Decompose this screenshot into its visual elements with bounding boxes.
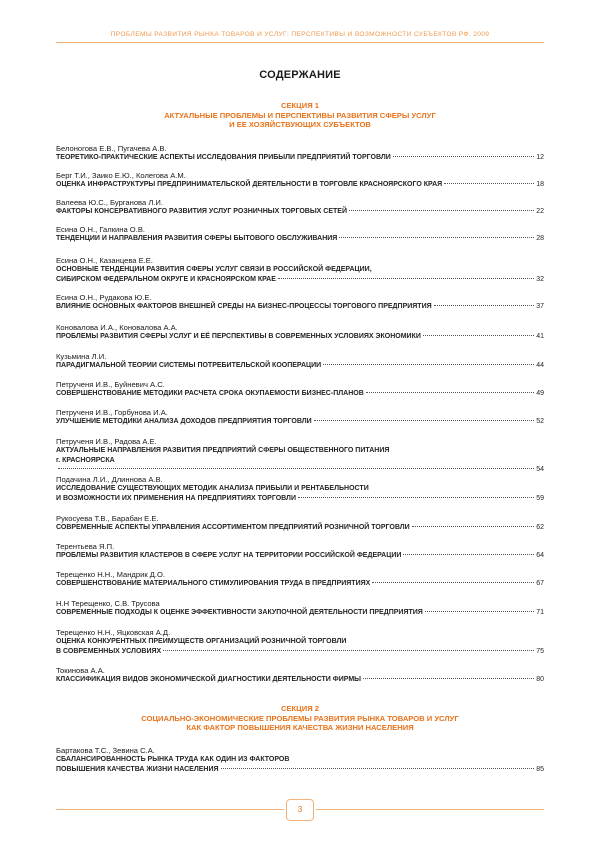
toc-entry[interactable]: [56, 475, 544, 503]
entry-page-number: 18: [536, 181, 544, 188]
entry-title: ПАРАДИГМАЛЬНОЙ ТЕОРИИ СИСТЕМЫ ПОТРЕБИТЕЛЬСКОЙ КООПЕРАЦИИ: [56, 362, 322, 369]
toc-entry[interactable]: [56, 323, 544, 342]
entry-page-number: 80: [536, 676, 544, 683]
entry-title-line: [56, 207, 544, 217]
dot-leader: [221, 768, 535, 769]
entry-authors: Коновалова И.А., Коновалова А.А.: [56, 323, 178, 332]
dot-leader: [163, 650, 534, 651]
toc-entry[interactable]: [56, 746, 544, 774]
dot-leader: [372, 582, 534, 583]
page-title: СОДЕРЖАНИЕ: [259, 69, 341, 81]
entry-title: СОВРЕМЕННЫЕ АСПЕКТЫ УПРАВЛЕНИЯ АССОРТИМЕНТОМ ПРЕДПРИЯТИЙ РОЗНИЧНОЙ ТОРГОВЛИ: [56, 524, 410, 531]
entry-title-line: [56, 446, 544, 456]
entry-page-number: 54: [536, 466, 544, 473]
entry-page-number: 64: [536, 552, 544, 559]
entry-title-line: [56, 456, 544, 466]
entry-title: И ВОЗМОЖНОСТИ ИХ ПРИМЕНЕНИЯ НА ПРЕДПРИЯТИЯХ ТОРГОВЛИ: [56, 494, 296, 502]
dot-leader: [298, 497, 534, 498]
entry-title-line: [56, 275, 544, 285]
entry-title-line: [56, 765, 544, 775]
entry-title-line: [56, 234, 544, 244]
entry-title-line: [56, 265, 544, 275]
dot-leader: [423, 335, 534, 336]
entry-title-line: [56, 361, 544, 371]
entry-title: СИБИРСКОМ ФЕДЕРАЛЬНОМ ОКРУГЕ И КРАСНОЯРСКОМ КРАЕ: [56, 275, 276, 283]
entry-page-number: 52: [536, 418, 544, 425]
entry-title: ТЕНДЕНЦИИ И НАПРАВЛЕНИЯ РАЗВИТИЯ СФЕРЫ БЫТОВОГО ОБСЛУЖИВАНИЯ: [56, 235, 338, 242]
entry-title-line: [56, 579, 544, 589]
entry-title: АКТУАЛЬНЫЕ НАПРАВЛЕНИЯ РАЗВИТИЯ ПРЕДПРИЯТИЙ СФЕРЫ ОБЩЕСТВЕННОГО ПИТАНИЯ: [56, 447, 390, 454]
dot-leader: [366, 392, 534, 393]
entry-title: ФАКТОРЫ КОНСЕРВАТИВНОГО РАЗВИТИЯ УСЛУГ РОЗНИЧНЫХ ТОРГОВЫХ СЕТЕЙ: [56, 208, 347, 215]
dot-leader: [278, 278, 534, 279]
dot-leader: [393, 156, 534, 157]
entry-authors: Петрученя И.В., Радова А.Е.: [56, 437, 157, 446]
entry-title: ПОВЫШЕНИЯ КАЧЕСТВА ЖИЗНИ НАСЕЛЕНИЯ: [56, 765, 219, 773]
toc-entry[interactable]: [56, 256, 544, 284]
entry-title: КЛАССИФИКАЦИЯ ВИДОВ ЭКОНОМИЧЕСКОЙ ДИАГНОСТИКИ ДЕЯТЕЛЬНОСТИ ФИРМЫ: [56, 676, 362, 683]
entry-title-line: [56, 389, 544, 399]
entry-page-number: 12: [536, 154, 544, 161]
entry-page-number: 37: [536, 303, 544, 310]
entry-title-line: [56, 637, 544, 647]
section-heading-2: [56, 704, 544, 733]
entry-page-number: 59: [536, 494, 544, 502]
entry-page-number: 85: [536, 765, 544, 773]
entry-title-line: [56, 180, 544, 190]
entry-title-line: [56, 484, 544, 494]
entry-authors: Есина О.Н., Казанцева Е.Е.: [56, 256, 153, 265]
entry-title-line: [56, 551, 544, 561]
dot-leader: [323, 364, 534, 365]
entry-authors: Терещенко Н.Н., Яцковская А.Д.: [56, 628, 171, 637]
entry-title: ИССЛЕДОВАНИЕ СУЩЕСТВУЮЩИХ МЕТОДИК АНАЛИЗА ПРИБЫЛИ И РЕНТАБЕЛЬНОСТИ: [56, 485, 369, 492]
entry-title-line: [56, 755, 544, 765]
toc-entry[interactable]: [56, 408, 544, 427]
dot-leader: [425, 611, 534, 612]
toc-entry[interactable]: [56, 514, 544, 533]
toc-entry[interactable]: [56, 352, 544, 371]
entry-authors: Петрученя И.В., Буйневич А.С.: [56, 380, 165, 389]
entry-authors: Есина О.Н., Галкина О.В.: [56, 225, 145, 234]
entry-title: УЛУЧШЕНИЕ МЕТОДИКИ АНАЛИЗА ДОХОДОВ ПРЕДПРИЯТИЯ ТОРГОВЛИ: [56, 418, 312, 425]
entry-page-number: 71: [536, 609, 544, 616]
dot-leader: [403, 554, 534, 555]
entry-authors: Токинова А.А.: [56, 666, 105, 675]
toc-entry[interactable]: [56, 144, 544, 163]
entry-title: ОСНОВНЫЕ ТЕНДЕНЦИИ РАЗВИТИЯ СФЕРЫ УСЛУГ СВЯЗИ В РОССИЙСКОЙ ФЕДЕРАЦИИ,: [56, 266, 372, 273]
entry-authors: Терещенко Н.Н., Мандрик Д.О.: [56, 570, 166, 579]
dot-leader: [58, 468, 534, 469]
toc-entry[interactable]: [56, 542, 544, 561]
entry-title-line: [56, 302, 544, 312]
page-number: 3: [286, 799, 314, 821]
entry-authors: Н.Н Терещенко, С.В. Трусова: [56, 599, 160, 608]
entry-page-number: 49: [536, 390, 544, 397]
section-label: СЕКЦИЯ 2: [281, 704, 319, 713]
section-title-line: КАК ФАКТОР ПОВЫШЕНИЯ КАЧЕСТВА ЖИЗНИ НАСЕЛЕНИЯ: [186, 723, 414, 732]
entry-title-line: [56, 647, 544, 657]
entry-title-line: [56, 153, 544, 163]
entry-title: ПРОБЛЕМЫ РАЗВИТИЯ КЛАСТЕРОВ В СФЕРЕ УСЛУГ НА ТЕРРИТОРИИ РОССИЙСКОЙ ФЕДЕРАЦИИ: [56, 552, 402, 559]
entry-authors: Бартакова Т.С., Зевина С.А.: [56, 746, 155, 755]
toc-entry[interactable]: [56, 293, 544, 312]
dot-leader: [339, 237, 534, 238]
dot-leader: [444, 183, 534, 184]
entry-title: В СОВРЕМЕННЫХ УСЛОВИЯХ: [56, 647, 162, 655]
entry-title: ОЦЕНКА КОНКУРЕНТНЫХ ПРЕИМУЩЕСТВ ОРГАНИЗАЦИЙ РОЗНИЧНОЙ ТОРГОВЛИ: [56, 638, 347, 645]
entry-page-number: 67: [536, 580, 544, 587]
toc-entry[interactable]: [56, 628, 544, 656]
entry-title: ПРОБЛЕМЫ РАЗВИТИЯ СФЕРЫ УСЛУГ И ЕЁ ПЕРСПЕКТИВЫ В СОВРЕМЕННЫХ УСЛОВИЯХ ЭКОНОМИКИ: [56, 333, 421, 340]
entry-authors: Петрученя И.В., Горбунова И.А.: [56, 408, 168, 417]
entry-title-line: [56, 523, 544, 533]
toc-entry[interactable]: [56, 570, 544, 589]
section-heading-1: [56, 101, 544, 130]
entry-title-line: [56, 417, 544, 427]
section-title-line: АКТУАЛЬНЫЕ ПРОБЛЕМЫ И ПЕРСПЕКТИВЫ РАЗВИТИЯ СФЕРЫ УСЛУГ: [164, 110, 436, 120]
entry-page-number: 75: [536, 647, 544, 655]
toc-entry[interactable]: [56, 225, 544, 244]
dot-leader: [349, 210, 534, 211]
section-title-line: СОЦИАЛЬНО-ЭКОНОМИЧЕСКИЕ ПРОБЛЕМЫ РАЗВИТИЯ РЫНКА ТОВАРОВ И УСЛУГ: [141, 713, 459, 723]
dot-leader: [363, 678, 534, 679]
entry-page-number: 28: [536, 235, 544, 242]
entry-title-line: [56, 608, 544, 618]
toc-entry[interactable]: [56, 380, 544, 399]
entry-title: СБАЛАНСИРОВАННОСТЬ РЫНКА ТРУДА КАК ОДИН ИЗ ФАКТОРОВ: [56, 756, 290, 763]
entry-authors: Берг Т.И., Заико Е.Ю., Колегова А.М.: [56, 171, 186, 180]
entry-title: ВЛИЯНИЕ ОСНОВНЫХ ФАКТОРОВ ВНЕШНЕЙ СРЕДЫ НА БИЗНЕС-ПРОЦЕССЫ ТОРГОВОГО ПРЕДПРИЯТИЯ: [56, 303, 432, 310]
entry-title-line: [56, 675, 544, 685]
dot-leader: [412, 526, 535, 527]
section-label: СЕКЦИЯ 1: [281, 101, 319, 110]
entry-page-number: 22: [536, 208, 544, 215]
running-header: ПРОБЛЕМЫ РАЗВИТИЯ РЫНКА ТОВАРОВ И УСЛУГ: ПЕРСПЕКТИВЫ И ВОЗМОЖНОСТИ СУБЪЕКТОВ РФ. 2009: [110, 31, 490, 38]
entry-title-line: [56, 494, 544, 504]
toc-entry[interactable]: [56, 171, 544, 190]
entry-page-number: 41: [536, 333, 544, 340]
entry-page-number: 62: [536, 524, 544, 531]
entry-authors: Подачина Л.И., Длиннова А.В.: [56, 475, 163, 484]
section-title-line: И ЕЕ ХОЗЯЙСТВУЮЩИХ СУБЪЕКТОВ: [229, 120, 371, 129]
dot-leader: [314, 420, 535, 421]
entry-authors: Есина О.Н., Рудакова Ю.Е.: [56, 293, 152, 302]
header-divider: [56, 42, 544, 43]
entry-title: СОВЕРШЕНСТВОВАНИЕ МЕТОДИКИ РАСЧЕТА СРОКА ОКУПАЕМОСТИ БИЗНЕС-ПЛАНОВ: [56, 390, 364, 397]
entry-page-number: 44: [536, 362, 544, 369]
entry-title: ТЕОРЕТИКО-ПРАКТИЧЕСКИЕ АСПЕКТЫ ИССЛЕДОВАНИЯ ПРИБЫЛИ ПРЕДПРИЯТИЙ ТОРГОВЛИ: [56, 154, 391, 161]
entry-authors: Валеева Ю.С., Бурганова Л.И.: [56, 198, 163, 207]
entry-title-line: [56, 332, 544, 342]
footer-rule-right: [316, 809, 544, 810]
entry-authors: Кузьмина Л.И.: [56, 352, 107, 361]
toc-entry[interactable]: [56, 437, 544, 475]
toc-entry[interactable]: [56, 599, 544, 618]
entry-authors: Белоногова Е.В., Пугачева А.В.: [56, 144, 167, 153]
entry-title: СОВЕРШЕНСТВОВАНИЕ МАТЕРИАЛЬНОГО СТИМУЛИРОВАНИЯ ТРУДА В ПРЕДПРИЯТИЯХ: [56, 580, 371, 587]
entry-title: г. КРАСНОЯРСКА: [56, 456, 115, 464]
toc-entry[interactable]: [56, 198, 544, 217]
entry-title: СОВРЕМЕННЫЕ ПОДХОДЫ К ОЦЕНКЕ ЭФФЕКТИВНОСТИ ЗАКУПОЧНОЙ ДЕЯТЕЛЬНОСТИ ПРЕДПРИЯТИЯ: [56, 609, 423, 616]
toc-entry[interactable]: [56, 666, 544, 685]
entry-page-number: 32: [536, 275, 544, 283]
dot-leader: [434, 305, 535, 306]
entry-title: ОЦЕНКА ИНФРАСТРУКТУРЫ ПРЕДПРИНИМАТЕЛЬСКОЙ ДЕЯТЕЛЬНОСТИ В ТОРГОВЛЕ КРАСНОЯРСКОГО КРАЯ: [56, 181, 443, 188]
entry-title-line: [56, 465, 544, 475]
entry-authors: Рукосуева Т.В., Барабан Е.Е.: [56, 514, 159, 523]
footer-rule-left: [56, 809, 284, 810]
entry-authors: Терентьева Я.П.: [56, 542, 115, 551]
